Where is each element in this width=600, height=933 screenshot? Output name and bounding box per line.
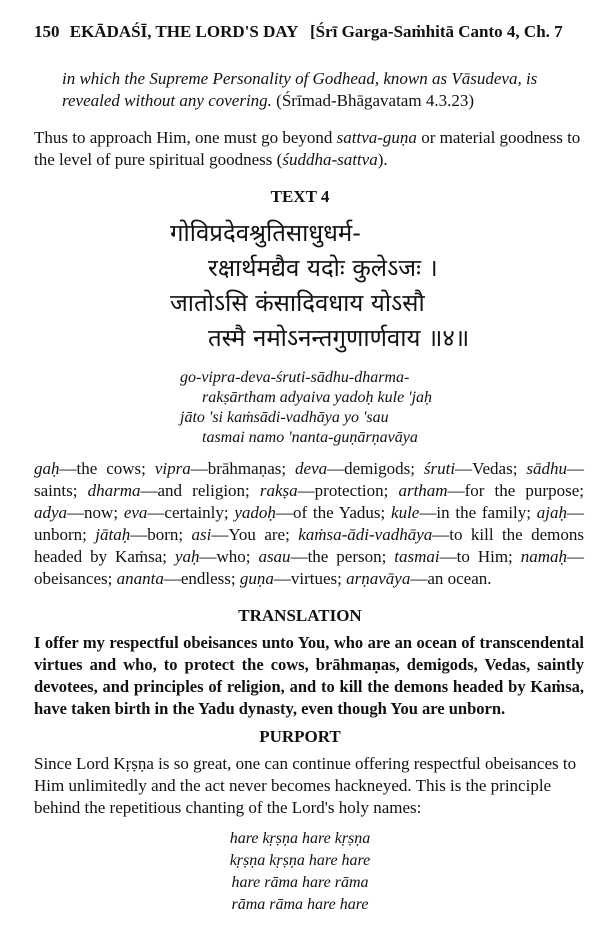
synonym-entry (234, 503, 391, 522)
synonym-entry (155, 459, 295, 478)
synonym-meaning: —saints; (34, 459, 584, 500)
text-heading: TEXT 4 (270, 187, 330, 206)
synonym-meaning: —obeisances; (34, 547, 584, 588)
transliteration (180, 368, 432, 448)
synonym-term: śruti (423, 459, 456, 478)
synonym-meaning: —brāhmaṇas; (190, 459, 296, 478)
synonym-term: yaḥ (174, 547, 200, 566)
synonym-meaning: —born; (130, 525, 192, 544)
purport-heading: PURPORT (259, 727, 341, 746)
synonym-term: kaṁsa-ādi-vadhāya (298, 525, 433, 544)
quote-text: in which the Supreme Personality of Godhead, known as Vāsudeva, is revealed without any covering. (62, 69, 538, 110)
synonym-term: arṇavāya (346, 569, 411, 588)
intro-text: or material goodness to the level of pure spiritual goodness ( (34, 128, 581, 169)
synonym-entry (175, 547, 259, 566)
sanskrit-line-3: जातोऽसि कंसादिवधाय योऽसौ (170, 289, 425, 317)
sanskrit-line-4: तस्मै नमोऽनन्तगुणार्णवाय ॥४॥ (208, 324, 470, 352)
synonym-term: adya (34, 503, 68, 522)
synonym-entry (34, 459, 155, 478)
intro-term: sattva-guṇa (336, 128, 417, 147)
synonym-meaning: —of the Yadus; (275, 503, 392, 522)
synonym-term: deva (295, 459, 328, 478)
synonym-meaning: —You are; (211, 525, 299, 544)
translation-text: I offer my respectful obeisances unto You, who are an ocean of transcendental virtues and who, to protect the cows, brāhmaṇas, demigods, Vedas, saintly devotees, and principles of religion, and to kill the demons headed by Kaṁsa, have taken birth in the Yadu dynasty, even though You are unborn. (34, 633, 584, 718)
synonym-entry (260, 481, 399, 500)
synonym-meaning: —who; (199, 547, 259, 566)
sanskrit-line-1: गोविप्रदेवश्रुतिसाधुधर्म- (170, 219, 361, 247)
synonym-meaning: —for the purpose; (447, 481, 584, 500)
synonym-entry (346, 569, 491, 588)
synonym-meaning: —the cows; (59, 459, 155, 478)
synonym-entry (192, 525, 299, 544)
synonym-term: gaḥ (34, 459, 60, 478)
synonym-entry (391, 503, 537, 522)
purport-text: Since Lord Kṛṣṇa is so great, one can continue offering respectful obeisances to Him unlimitedly and the act never becomes hackneyed. This is the principle behind the repetitious chanting of the Lord's holy names: (34, 754, 577, 817)
synonym-term: vipra (154, 459, 191, 478)
transliteration-line: tasmai namo 'nanta-guṇārṇavāya (202, 429, 418, 446)
intro-text: Thus to approach Him, one must go beyond (34, 128, 337, 147)
synonym-meaning: —an ocean. (410, 569, 492, 588)
synonym-meaning: —Vedas; (455, 459, 527, 478)
synonym-meaning: —unborn; (34, 503, 585, 544)
intro-paragraph (34, 127, 584, 171)
synonym-meaning: —in the family; (419, 503, 537, 522)
translation-heading: TRANSLATION (238, 606, 362, 625)
synonym-term: asi (191, 525, 212, 544)
synonym-term: sādhu (526, 459, 567, 478)
synonym-term: kule (391, 503, 420, 522)
synonym-term: guṇa (239, 569, 274, 588)
maha-mantra (0, 828, 600, 916)
synonym-term: eva (123, 503, 148, 522)
synonym-term: dharma (87, 481, 141, 500)
transliteration-line: rakṣārtham adyaiva yadoḥ kule 'jaḥ (202, 389, 433, 406)
synonym-entry (258, 547, 394, 566)
synonym-entry (295, 459, 424, 478)
synonym-entry (34, 503, 124, 522)
word-for-word-synonyms (34, 458, 584, 590)
synonym-entry (394, 547, 520, 566)
mantra-line: rāma rāma hare hare (231, 896, 369, 913)
intro-term: śuddha-sattva (282, 150, 378, 169)
synonym-meaning: —the person; (290, 547, 395, 566)
synonym-term: tasmai (394, 547, 440, 566)
synonym-term: jātaḥ (95, 525, 131, 544)
synonym-term: ajaḥ (536, 503, 568, 522)
synonym-meaning: —virtues; (273, 569, 347, 588)
synonym-entry (240, 569, 346, 588)
synonym-entry (424, 459, 526, 478)
synonym-entry (95, 525, 191, 544)
synonym-term: artham (398, 481, 448, 500)
mantra-line: hare rāma hare rāma (231, 874, 369, 891)
synonym-entry (88, 481, 260, 500)
synonym-term: asau (258, 547, 291, 566)
synonym-meaning: —protection; (297, 481, 399, 500)
synonym-meaning: —to Him; (439, 547, 521, 566)
chapter-reference: [Śrī Garga-Saṁhitā Canto 4, Ch. 7 (310, 22, 563, 41)
synonym-term: yadoḥ (234, 503, 276, 522)
sanskrit-line-2: रक्षार्थमद्यैव यदोः कुलेऽजः । (208, 254, 438, 282)
running-title: EKĀDAŚĪ, THE LORD'S DAY (69, 22, 298, 41)
synonym-term: namaḥ (520, 547, 567, 566)
page-header (34, 22, 594, 42)
synonym-meaning: —certainly; (147, 503, 235, 522)
mantra-line: hare kṛṣṇa hare kṛṣṇa (229, 830, 371, 847)
mantra-line: kṛṣṇa kṛṣṇa hare hare (229, 852, 371, 869)
synonym-entry (117, 569, 240, 588)
synonym-meaning: —demigods; (327, 459, 424, 478)
synonym-meaning: —and religion; (140, 481, 260, 500)
transliteration-line: jāto 'si kaṁsādi-vadhāya yo 'sau (180, 409, 389, 426)
intro-text: ). (377, 150, 388, 169)
page-number: 150 (34, 22, 60, 41)
synonym-meaning: —to kill the demons headed by Kaṁsa; (34, 525, 584, 566)
synonym-meaning: —now; (67, 503, 124, 522)
synonym-term: rakṣa (259, 481, 298, 500)
scripture-quote (62, 68, 582, 112)
synonym-entry (398, 481, 584, 500)
transliteration-line: go-vipra-deva-śruti-sādhu-dharma- (180, 369, 410, 386)
synonym-entry (124, 503, 235, 522)
synonym-term: ananta (116, 569, 164, 588)
quote-citation: (Śrīmad-Bhāgavatam 4.3.23) (276, 91, 474, 110)
synonym-meaning: —endless; (163, 569, 240, 588)
